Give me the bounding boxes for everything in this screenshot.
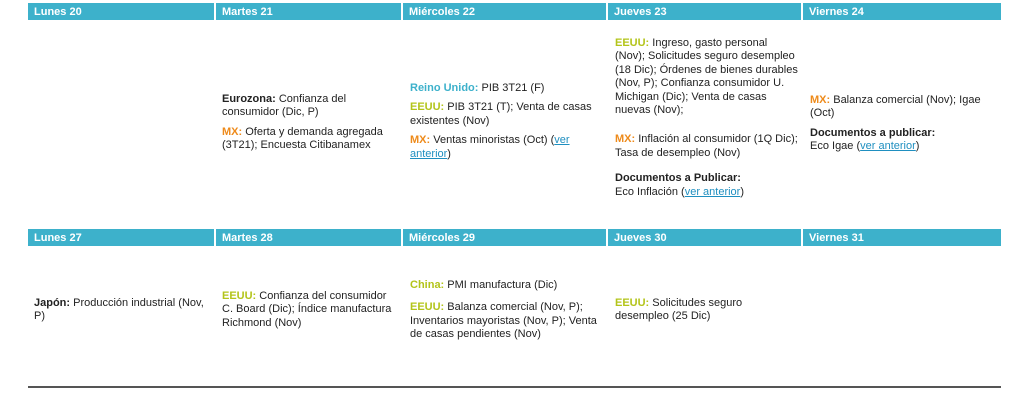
day-header-fri-31: Viernes 31: [809, 232, 864, 244]
region-label-mx: MX:: [410, 134, 431, 147]
week1-header-bar: [28, 3, 1001, 20]
event-mx: [222, 126, 397, 153]
region-label-mx: MX:: [615, 133, 636, 146]
fri-24-cell: [804, 94, 1001, 160]
event-text: Inflación al consumidor (1Q Dic); Tasa de desempleo (Nov): [615, 133, 798, 159]
wed-22-cell: [404, 82, 609, 167]
event-text: PIB 3T21 (T); Venta de casas existentes (Nov): [410, 101, 592, 127]
wed-29-cell: [404, 279, 609, 348]
event-text: Solicitudes seguro desempleo (25 Dic): [615, 297, 743, 323]
documents-block: [810, 127, 995, 154]
ver-anterior-link[interactable]: ver anterior: [684, 185, 741, 198]
region-label-japon: Japón:: [34, 297, 71, 309]
region-label-eeuu: EEUU:: [222, 290, 257, 302]
region-label-mx: MX:: [222, 125, 243, 138]
event-eeuu: [410, 301, 603, 341]
day-header-tue-21: Martes 21: [216, 3, 403, 20]
event-text: Balanza comercial (Nov, P); Inventarios mayoristas (Nov, P); Venta de casas pendientes (Nov): [410, 301, 597, 341]
event-text: Balanza comercial (Nov); Igae (Oct): [810, 94, 981, 120]
region-label-eurozona: Eurozona:: [222, 93, 276, 105]
event-eeuu: [410, 101, 603, 128]
thu-23-cell: [609, 37, 804, 205]
event-china: [410, 279, 603, 292]
region-label-reino-unido: Reino Unido:: [410, 82, 479, 94]
day-header-tue-28: Martes 28: [216, 229, 403, 246]
paren-close: ): [740, 185, 745, 198]
tue-21-cell: [216, 93, 403, 159]
event-eeuu: [222, 290, 397, 330]
bottom-divider: [28, 386, 1001, 388]
region-label-mx: MX:: [810, 94, 831, 106]
day-header-mon-20: Lunes 20: [28, 3, 216, 20]
day-header-wed-22: Miércoles 22: [403, 3, 608, 20]
event-text: Ventas minoristas (Oct) (: [430, 134, 555, 147]
document-text: Eco Inflación (: [615, 185, 685, 198]
day-header-thu-23: Jueves 23: [608, 3, 803, 20]
documents-title: Documentos a publicar:: [810, 126, 936, 139]
event-eurozona: [222, 93, 397, 120]
documents-title: Documentos a Publicar:: [615, 172, 741, 185]
day-header-mon-27: Lunes 27: [28, 229, 216, 246]
event-text: Confianza del consumidor C. Board (Dic); Índice manufactura Richmond (Nov): [222, 290, 392, 329]
paren-close: ): [915, 140, 920, 153]
event-text: Confianza del consumidor (Dic, P): [222, 93, 347, 119]
day-header-wed-29: Miércoles 29: [403, 229, 608, 246]
region-label-china: China:: [410, 279, 445, 291]
ver-anterior-link[interactable]: ver anterior: [410, 134, 570, 160]
event-text: Ingreso, gasto personal (Nov); Solicitudes seguro desempleo (18 Dic); Órdenes de bienes durables (Nov, P); Confianza consumidor U. Michigan (Dic); Venta de casas nuevas (Nov);: [615, 37, 798, 117]
paren-close: ): [447, 147, 451, 160]
event-eeuu: [615, 297, 798, 324]
mon-27-cell: [28, 297, 216, 330]
tue-28-cell: [216, 290, 403, 336]
documents-block: [615, 172, 798, 199]
document-text: Eco Igae (: [810, 140, 861, 153]
event-text: PIB 3T21 (F): [478, 82, 545, 94]
event-text: PMI manufactura (Dic): [444, 279, 558, 291]
event-reino-unido: [410, 82, 603, 95]
region-label-eeuu: EEUU:: [615, 297, 650, 309]
region-label-eeuu: EEUU:: [410, 101, 445, 114]
region-label-eeuu: EEUU:: [615, 37, 650, 49]
event-eeuu: [615, 37, 798, 117]
week2-header-bar: [28, 229, 1001, 246]
day-header-thu-30: Jueves 30: [608, 229, 803, 246]
ver-anterior-link[interactable]: ver anterior: [860, 140, 916, 153]
event-japon: [34, 297, 210, 324]
day-header-fri-24: Viernes 24: [809, 6, 864, 18]
event-mx: [810, 94, 995, 121]
event-mx: [615, 133, 798, 160]
event-text: Producción industrial (Nov, P): [34, 297, 204, 323]
event-mx: [410, 134, 603, 161]
thu-30-cell: [609, 297, 804, 330]
event-text: Oferta y demanda agregada (3T21); Encuesta Citibanamex: [222, 125, 383, 152]
region-label-eeuu: EEUU:: [410, 301, 445, 314]
